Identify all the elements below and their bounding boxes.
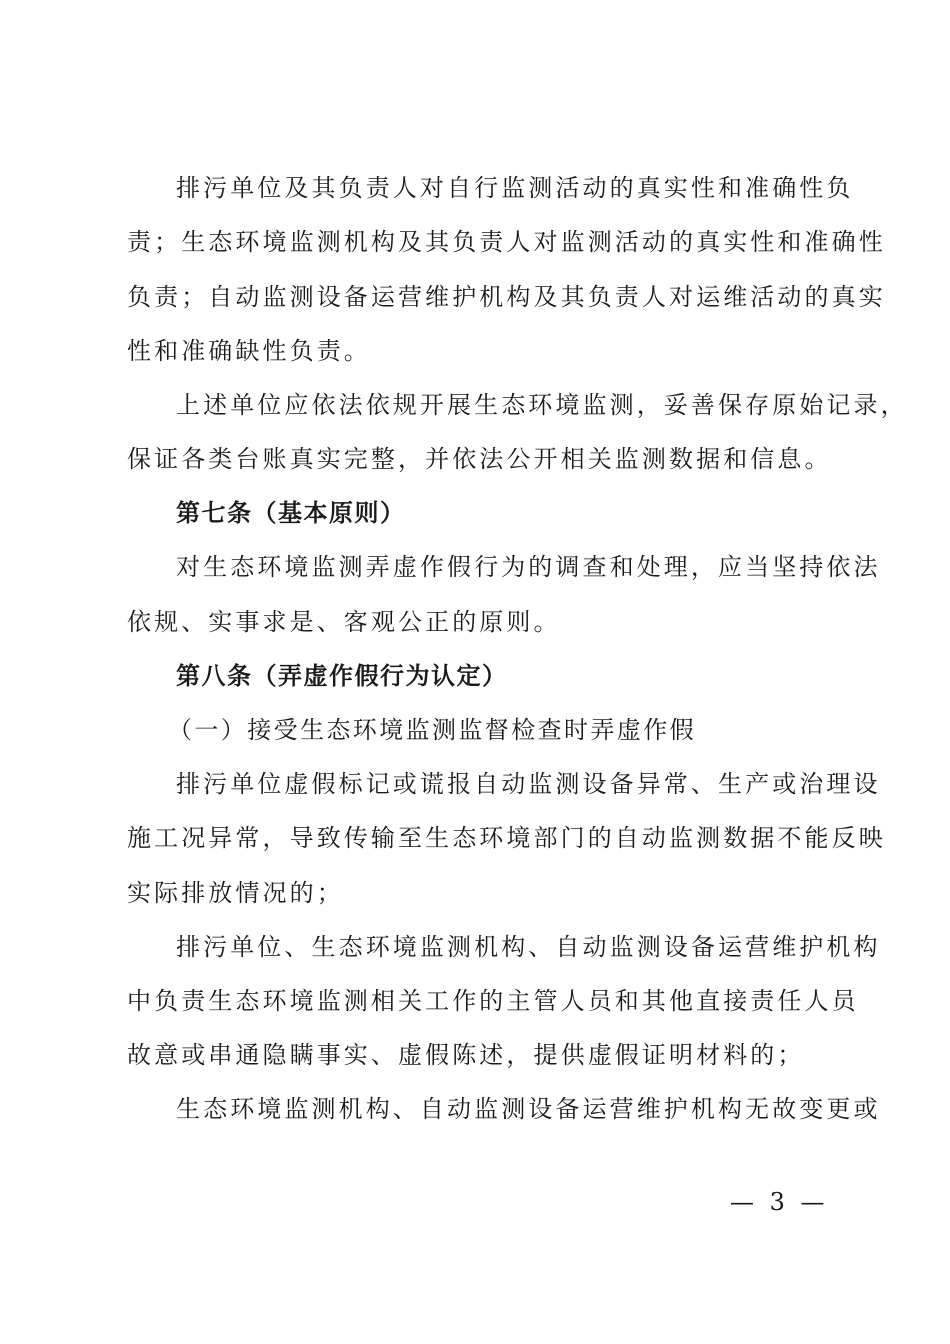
- paragraph-line: 依规、实事求是、客观公正的原则。: [127, 608, 561, 636]
- paragraph-line: 排污单位虚假标记或谎报自动监测设备异常、生产或治理设: [176, 770, 881, 798]
- article-7-heading: 第七条（基本原则）: [176, 499, 406, 527]
- page-number: — 3 —: [730, 1188, 829, 1216]
- paragraph-line: 生态环境监测机构、自动监测设备运营维护机构无故变更或: [176, 1095, 881, 1123]
- paragraph-line: 中负责生态环境监测相关工作的主管人员和其他直接责任人员: [127, 987, 859, 1015]
- paragraph-line: 责；生态环境监测机构及其负责人对监测活动的真实性和准确性: [127, 228, 886, 256]
- paragraph-line: 性和准确缺性负责。: [127, 337, 371, 365]
- paragraph-line: 对生态环境监测弄虚作假行为的调查和处理，应当坚持依法: [176, 553, 881, 581]
- paragraph-line: 保证各类台账真实完整，并依法公开相关监测数据和信息。: [127, 445, 832, 473]
- paragraph-line: 排污单位及其负责人对自行监测活动的真实性和准确性负: [176, 174, 854, 202]
- paragraph-line: 故意或串通隐瞒事实、虚假陈述，提供虚假证明材料的；: [127, 1041, 805, 1069]
- item-1-heading: （一）接受生态环境监测监督检查时弄虚作假: [168, 716, 696, 744]
- paragraph-line: 上述单位应依法依规开展生态环境监测，妥善保存原始记录，: [176, 391, 908, 419]
- paragraph-line: 排污单位、生态环境监测机构、自动监测设备运营维护机构: [176, 933, 881, 961]
- article-8-heading: 第八条（弄虚作假行为认定）: [176, 662, 508, 690]
- paragraph-line: 实际排放情况的；: [127, 879, 344, 907]
- paragraph-line: 施工况异常，导致传输至生态环境部门的自动监测数据不能反映: [127, 824, 886, 852]
- paragraph-line: 负责；自动监测设备运营维护机构及其负责人对运维活动的真实: [127, 283, 886, 311]
